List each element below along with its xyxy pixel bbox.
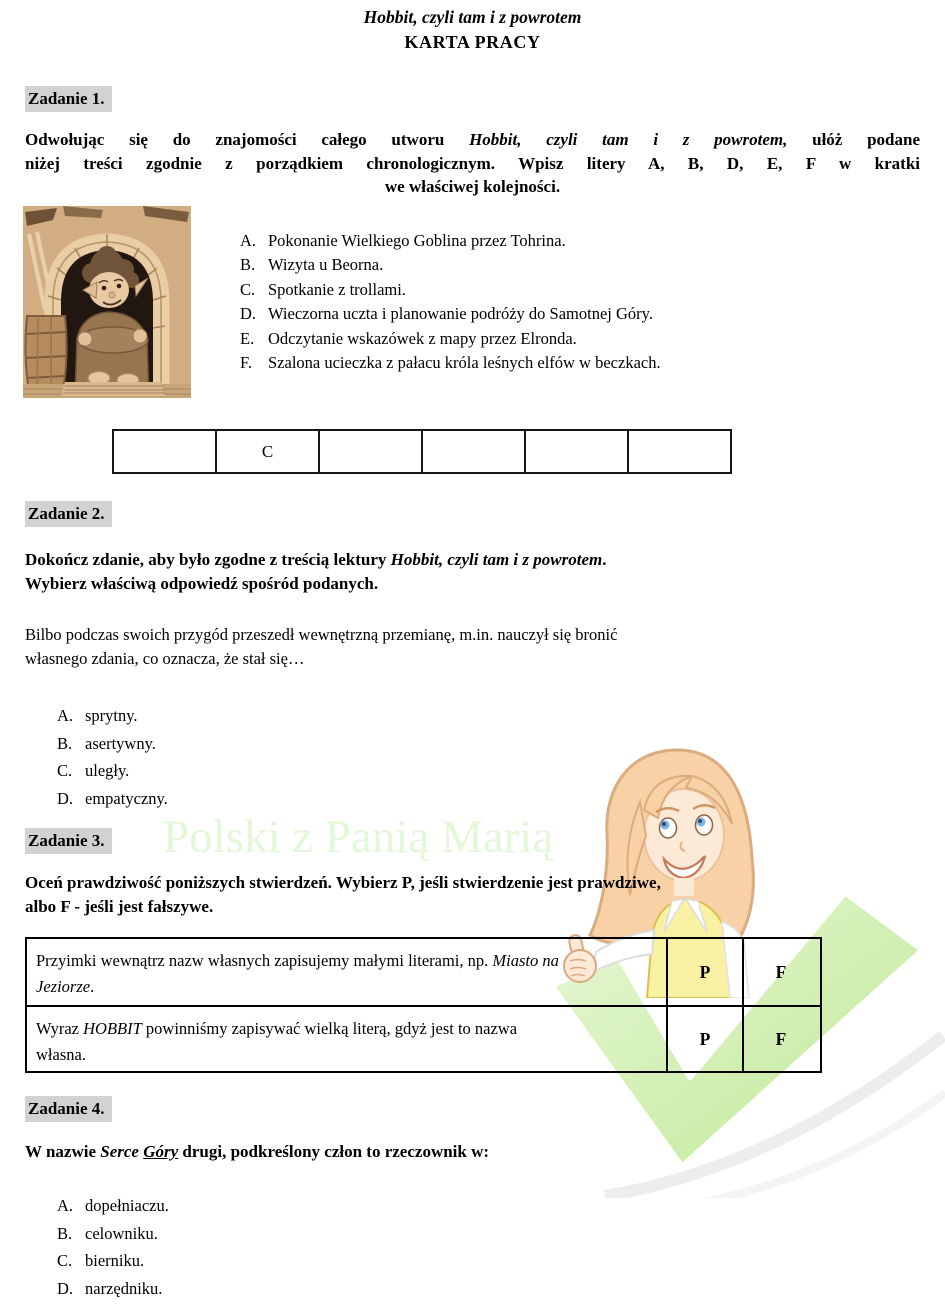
answer-box-2[interactable]: C xyxy=(217,431,320,472)
statement-cell-2 xyxy=(27,1007,666,1071)
worksheet-title: KARTA PRACY xyxy=(404,32,541,52)
task4-heading xyxy=(25,1140,920,1164)
watermark-text: Polski z Panią Marią xyxy=(163,811,554,863)
list-item-c: C. Spotkanie z trollami. xyxy=(240,279,406,299)
row1-option-f[interactable]: F xyxy=(742,939,818,1005)
task1-instruction xyxy=(25,128,920,199)
task4-label: Zadanie 4. xyxy=(25,1096,112,1122)
task2-option-a: A. sprytny. xyxy=(57,706,138,725)
task2-instruction-line-1: Dokończ zdanie, aby było zgodne z treścią lektury Hobbit, czyli tam i z powrotem. xyxy=(25,550,607,569)
task1-instruction-line-1: Odwołując się do znajomości całego utworu Hobbit, czyli tam i z powrotem, ułóż podane xyxy=(25,130,921,149)
task3-instruction xyxy=(25,871,920,918)
task2-label: Zadanie 2. xyxy=(25,501,112,527)
statement-1-line-1: Przyimki wewnątrz nazw własnych zapisujemy małymi literami, np. Miasto na xyxy=(36,951,559,970)
task2-instruction-line-2: Wybierz właściwą odpowiedź spośród podanych. xyxy=(25,573,379,593)
answer-box-6[interactable] xyxy=(629,431,730,472)
statement-2-line-2: własna. xyxy=(36,1045,86,1064)
task1-event-list xyxy=(240,229,930,375)
task3-instruction-line-2: albo F - jeśli jest fałszywe. xyxy=(25,896,214,916)
task2-options xyxy=(57,702,657,812)
task3-label: Zadanie 3. xyxy=(25,828,112,854)
task4-option-b: B. celowniku. xyxy=(57,1223,158,1243)
task4-options xyxy=(57,1192,657,1302)
answer-box-5[interactable] xyxy=(526,431,629,472)
statement-1-line-2: Jeziorze. xyxy=(36,977,95,996)
answer-box-3[interactable] xyxy=(320,431,423,472)
task2-stem-line-2: własnego zdania, co oznacza, że stał się… xyxy=(25,648,305,668)
answer-box-1[interactable] xyxy=(114,431,217,472)
answer-box-4[interactable] xyxy=(423,431,526,472)
row2-option-f[interactable]: F xyxy=(742,1007,818,1071)
task2-stem-line-1: Bilbo podczas swoich przygód przeszedł wewnętrzną przemianę, m.in. nauczył się bronić xyxy=(25,625,618,644)
task4-option-d: D. narzędniku. xyxy=(57,1278,163,1298)
task2-instruction xyxy=(25,548,920,595)
list-item-e: E. Odczytanie wskazówek z mapy przez Elronda. xyxy=(240,328,577,348)
table-row-1 xyxy=(27,939,820,1005)
answer-boxes-row xyxy=(112,429,732,474)
book-title: Hobbit, czyli tam i z powrotem xyxy=(363,7,582,27)
true-false-table xyxy=(25,937,822,1073)
task1-instruction-line-3: we właściwej kolejności. xyxy=(384,177,561,196)
list-item-a: A. Pokonanie Wielkiego Goblina przez Tohrina. xyxy=(240,231,566,250)
statement-cell-1 xyxy=(27,939,666,1005)
task1-label: Zadanie 1. xyxy=(25,86,112,112)
task3-instruction-line-1: Oceń prawdziwość poniższych stwierdzeń. Wybierz P, jeśli stwierdzenie jest prawdziwe, xyxy=(25,873,661,892)
list-item-d: D. Wieczorna uczta i planowanie podróży do Samotnej Góry. xyxy=(240,304,653,324)
list-item-b: B. Wizyta u Beorna. xyxy=(240,255,384,275)
task1-instruction-line-2: niżej treści zgodnie z porządkiem chronologicznym. Wpisz litery A, B, D, E, F w kratki xyxy=(25,153,920,173)
task2-option-b: B. asertywny. xyxy=(57,733,156,753)
task4-option-a: A. dopełniaczu. xyxy=(57,1196,169,1215)
table-row-2 xyxy=(27,1005,820,1071)
row2-option-p[interactable]: P xyxy=(666,1007,742,1071)
task4-option-c: C. bierniku. xyxy=(57,1251,145,1270)
task2-option-c: C. uległy. xyxy=(57,761,130,780)
statement-2-line-1: Wyraz HOBBIT powinniśmy zapisywać wielką literą, gdyż jest to nazwa xyxy=(36,1019,518,1038)
task2-stem xyxy=(25,623,920,670)
task4-heading-line: W nazwie Serce Góry drugi, podkreślony człon to rzeczownik w: xyxy=(25,1142,490,1161)
hobbit-illustration xyxy=(23,206,191,398)
row1-option-p[interactable]: P xyxy=(666,939,742,1005)
task2-option-d: D. empatyczny. xyxy=(57,788,168,808)
list-item-f: F. Szalona ucieczka z pałacu króla leśnych elfów w beczkach. xyxy=(240,353,661,373)
